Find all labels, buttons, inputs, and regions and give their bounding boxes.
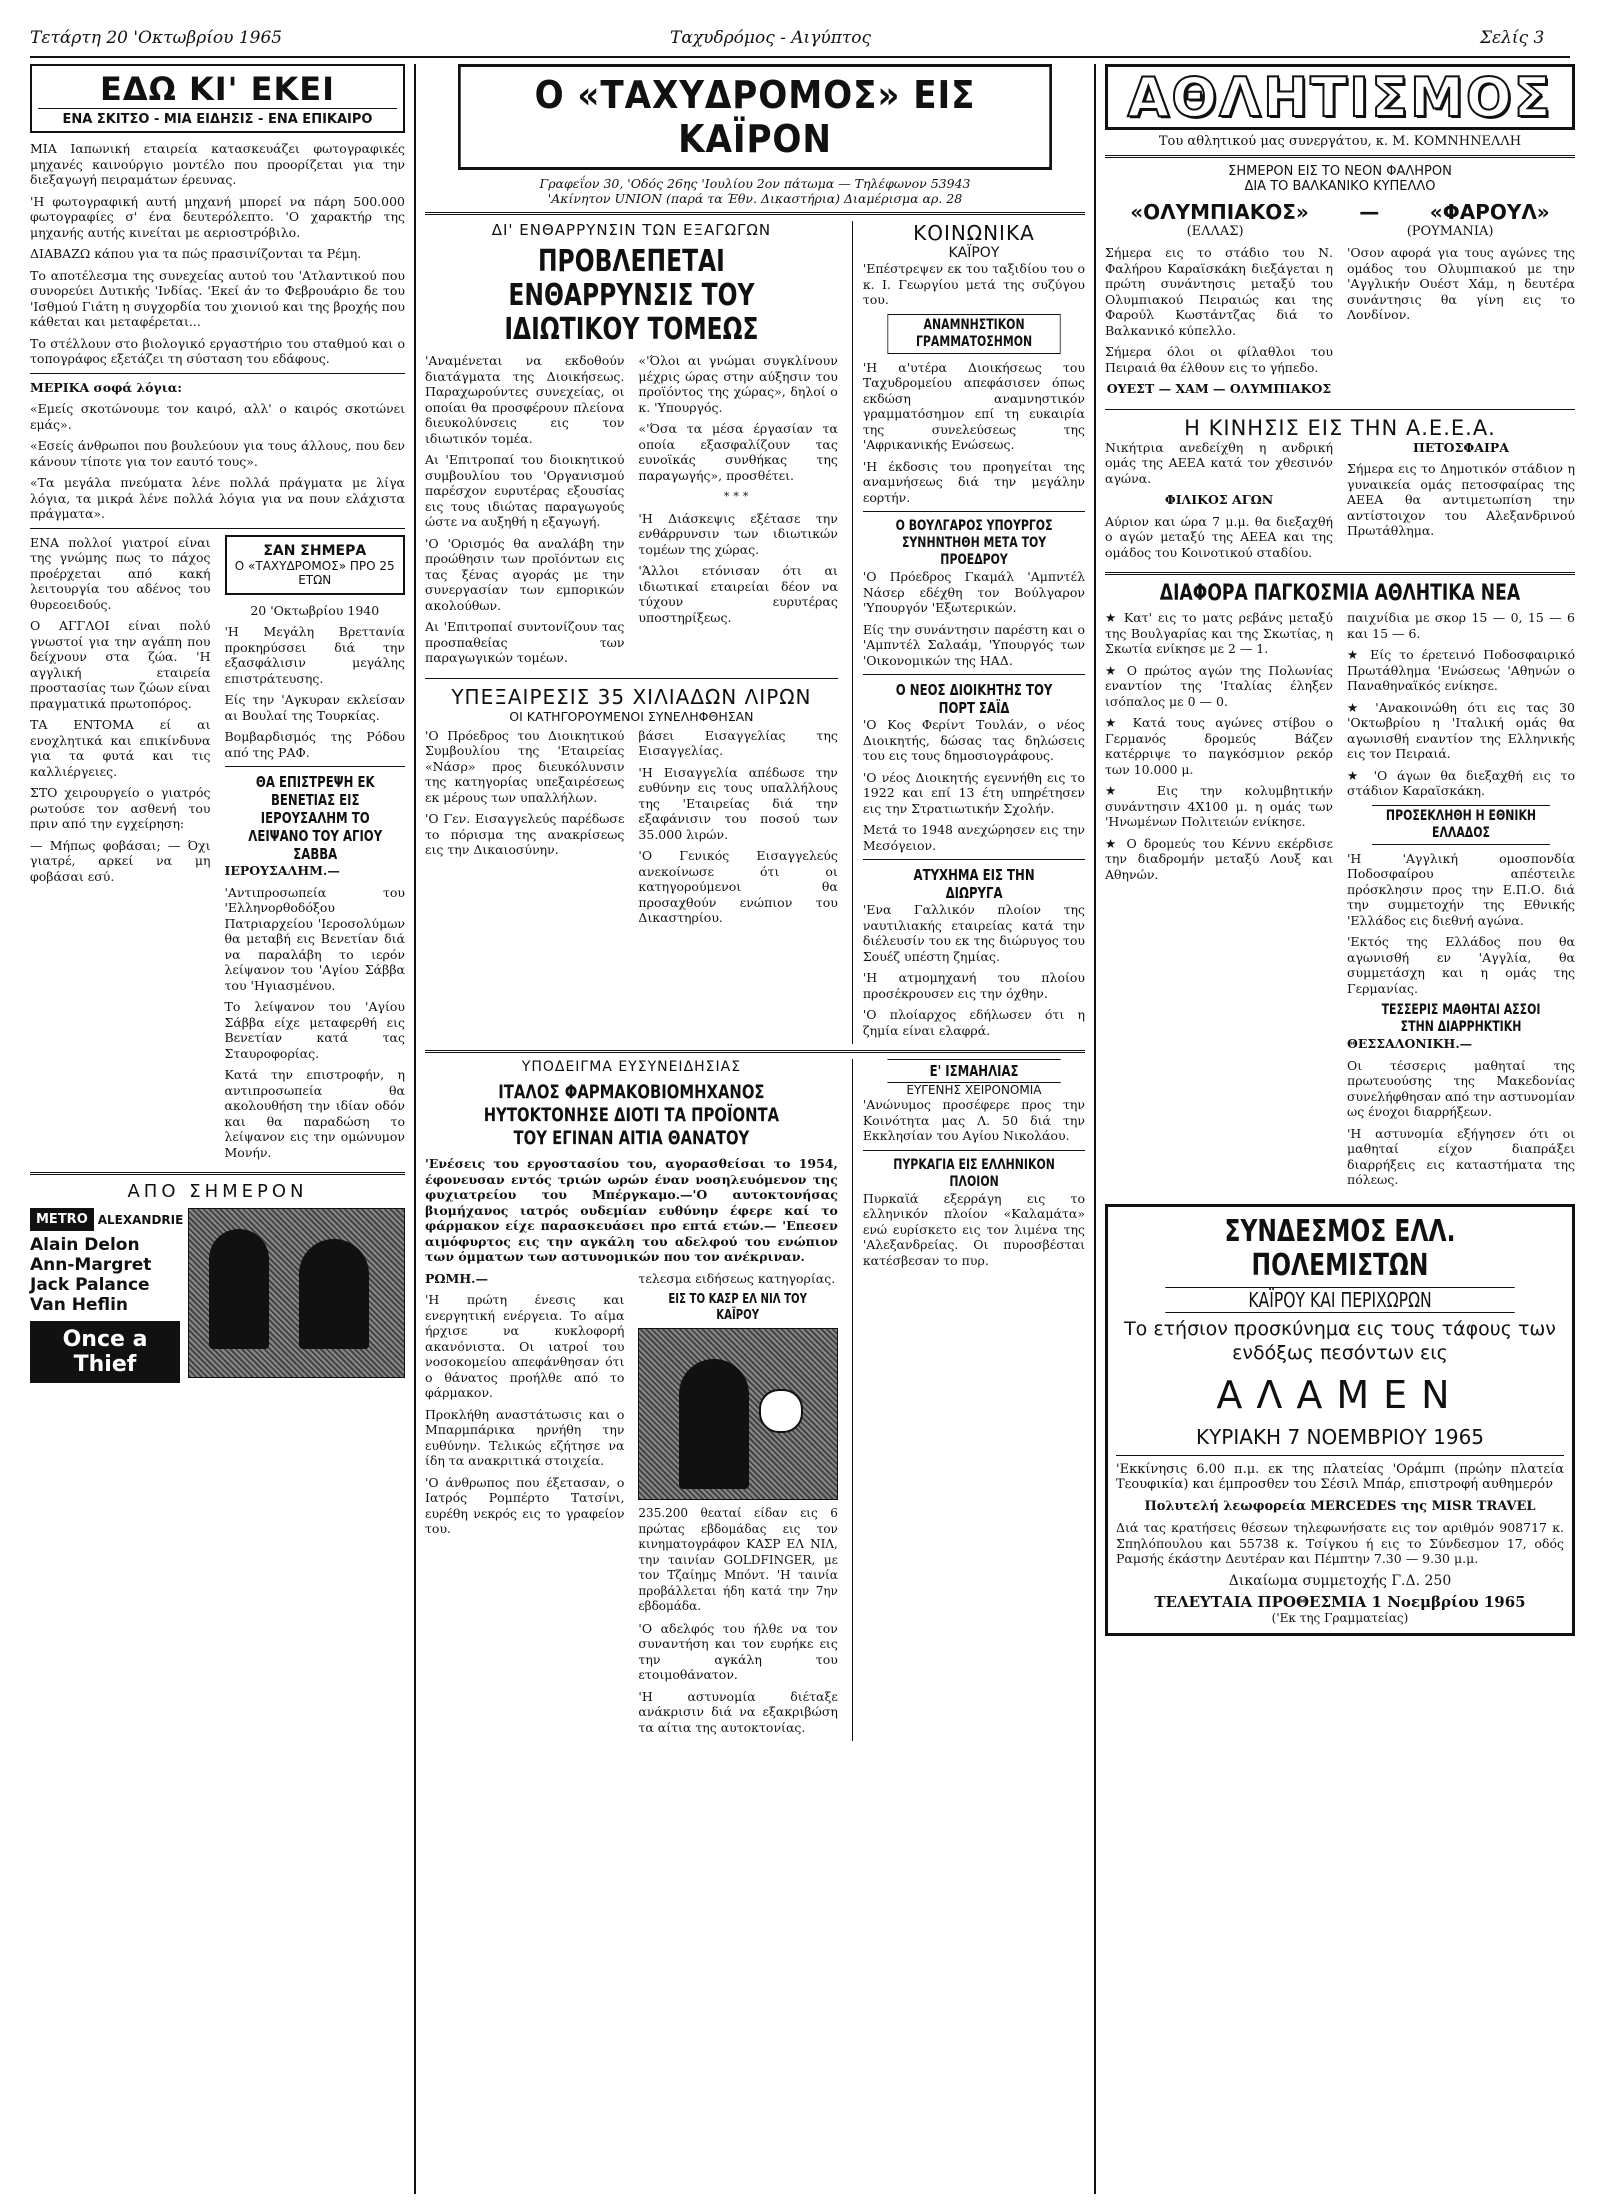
left-column	[30, 64, 405, 1378]
article-paragraph: Σήμερα εις το Δημοτικόν στάδιον η γυναικεία ομάς πετοσφαίρας της ΑΕΕΑ θα αντιμετωπίση την αντίστοιχον του Αλεξανδρινού Πρωτάθλημα.	[1347, 461, 1575, 538]
article-paragraph: ΣΤΟ χειρουργείο ο γιατρός ρωτούσε τον ασθενή του πριν από την εγχείρηση:	[30, 785, 211, 831]
divider	[863, 674, 1085, 675]
veterans-ad-text: Πολυτελή λεωφορεία MERCEDES της MISR TRAVEL	[1144, 1498, 1536, 1514]
separator-stars: ***	[723, 490, 753, 503]
article-paragraph: 'Οσον αφορά για τους αγώνες της ομάδος του Ολυμπιακού με την 'Αγγλικήν Ουέστ Χάμ, η δευτέρα συνάντησις θα γίνη εις το Λονδίνον.	[1347, 245, 1575, 322]
veterans-ad-subtitle: ΚΑΪΡΟΥ ΚΑΙ ΠΕΡΙΧΩΡΩΝ	[1165, 1287, 1514, 1313]
article-paragraph: 'Ο πλοίαρχος εδήλωσεν ότι η ζημία είναι ελαφρά.	[862, 1007, 1085, 1038]
article-paragraph: 'Ο Πρόεδρος Γκαμάλ 'Αμπντέλ Νάσερ εδέχθη τον Βούλγαρον 'Υπουργόν 'Εξωτερικών.	[862, 569, 1085, 615]
column-rule-2	[1094, 64, 1096, 2194]
aeea-body	[1105, 440, 1575, 567]
center-column	[425, 64, 1085, 1741]
cinema-ad-text	[30, 1208, 184, 1378]
film-still-image	[188, 1208, 405, 1378]
news-item: ★ Ο πρώτος αγών της Πολωνίας εναντίον της 'Ιταλίας έληξεν ισόπαλος με 0 — 0.	[1105, 662, 1333, 709]
article-paragraph: Αι 'Επιτροπαί του διοικητικού συμβουλίου του 'Οργανισμού παρέσχον ευρυτέρας εξουσίας εις τους ιδιώτας παραγωγούς ώστε να αυξηθή η εξαγωγή.	[425, 452, 625, 529]
bulgarian-headline: Ο ΒΟΥΛΓΑΡΟΣ ΥΠΟΥΡΓΟΣ ΣΥΝΗΝΤΗΘΗ ΜΕΤΑ ΤΟΥ ΠΡΟΕΔΡΟΥ	[895, 518, 1053, 568]
venice-paragraph: 'Αντιπροσωπεία του 'Ελληνορθοδόξου Πατριαρχείου 'Ιεροσολύμων θα μεταβή εις Βενετίαν διά να παραλάβη το ιερόν λείψανον του 'Αγίου Σάββα του 'Ηγιασμένου.	[224, 884, 405, 993]
article-paragraph: 'Η Εισαγγελία απέδωσε την ευθύνην εις τους υπαλλήλους της 'Εταιρείας διά την εξαφάνισιν του ποσού των 35.000 λιρών.	[638, 764, 838, 842]
article-paragraph: 'Η α'υτέρα Διοικήσεως του Ταχυδρομείου απεφάσισεν όπως εκδώση αναμνηστικόν γραμματόσημον επί τη ευκαιρία της συνελεύσεως της 'Αφρικανικής Ενώσεως.	[862, 359, 1085, 452]
san-simera-title: ΣΑΝ ΣΗΜΕΡΑ	[263, 542, 367, 559]
article-paragraph: Το στέλλουν στο βιολογικό εργαστήριο του σταθμού και ο τοπογράφος εξετάζει τη σύσταση του εδάφους.	[30, 335, 405, 366]
appeal-headline: ΠΡΟΣΕΚΛΗΘΗ Η ΕΘΝΙΚΗ ΕΛΛΑΔΟΣ	[1372, 805, 1550, 845]
social-paragraph: 'Επέστρεψεν εκ του ταξιδίου του ο κ. Ι. Γεωργίου μετά της συζύγου του.	[862, 261, 1085, 307]
venice-paragraph: Κατά την επιστροφήν, η αντιπροσωπεία θα ακολουθήση την ιδίαν οδόν και θα παραδώση το λείψανον εις την ομώνυμον Μονήν.	[224, 1067, 405, 1160]
exports-headline: ΠΡΟΒΛΕΠΕΤΑΙ ΕΝΘΑΡΡΥΝΣΙΣ ΤΟΥ ΙΔΙΩΤΙΚΟΥ ΤΟΜΕΩΣ	[504, 244, 759, 347]
kasr-headline: ΕΙΣ ΤΟ ΚΑΣΡ ΕΛ ΝΙΛ ΤΟΥ ΚΑΪΡΟΥ	[668, 1292, 808, 1323]
divider	[30, 373, 405, 374]
veterans-ad-signed: ('Εκ της Γραμματείας)	[1271, 1610, 1409, 1625]
center-side-column	[852, 221, 1085, 1044]
quote-paragraph: «Εμείς σκοτώνουμε τον καιρό, αλλ' ο καιρός σκοτώνει εμάς».	[30, 401, 405, 432]
conscience-headline: ΙΤΑΛΟΣ ΦΑΡΜΑΚΟΒΙΟΜΗΧΑΝΟΣ ΗΥΤΟΚΤΟΝΗΣΕ ΔΙΟΤΙ ΤΑ ΠΡΟΪΟΝΤΑ ΤΟΥ ΕΓΙΝΑΝ ΑΙΤΙΑ ΘΑΝΑΤΟΥ	[483, 1081, 780, 1149]
today-line: ΔΙΑ ΤΟ ΒΑΛΚΑΝΙΚΟ ΚΥΠΕΛΛΟ	[1244, 179, 1436, 194]
news-item: ★ Εις την κολυμβητικήν συνάντησιν 4Χ100 μ. η ομάς των 'Ηνωμένων Πολιτειών ενίκησε.	[1105, 783, 1333, 829]
san-simera-subtitle: Ο «ΤΑΧΥΔΡΟΜΟΣ» ΠΡΟ 25 ΕΤΩΝ	[234, 558, 395, 587]
article-paragraph: 'Άλλοι ετόνισαν ότι αι ιδιωτικαί εταιρείαι δέον να τύχουν ευρυτέρας υποστηρίξεως.	[638, 563, 838, 625]
article-paragraph: 'Ο αδελφός του ήλθε να τον συναντήση και τον ευρήκε εις την αγκάλη του ετοιμοθάνατον.	[638, 1620, 838, 1682]
film-title: Once a Thief	[30, 1321, 180, 1383]
article-paragraph: 'Ο Κος Φερίντ Τουλάν, ο νέος Διοικητής, δώσας τας δηλώσεις του εις τους δημοσιογράφους.	[862, 717, 1085, 763]
section-edo-ki-ekei	[30, 64, 405, 133]
article-paragraph: 'Ενα Γαλλικόν πλοίον της ναυτιλιακής εταιρείας κατά την διέλευσίν του εκ της διώρυγος του Σουέζ υπέστη ζημίας.	[862, 902, 1085, 964]
page-header	[30, 20, 1570, 58]
exports-story	[425, 221, 838, 1044]
divider	[1105, 572, 1575, 575]
news-item: ★ Κατά τους αγώνες στίβου ο Γερμανός δρομεύς Βάζεν κατέρριψε το παγκόσμιον ρεκόρ των 10.000 μ.	[1105, 715, 1333, 777]
article-paragraph: Αι 'Επιτροπαί συντονίζουν τας προσπαθείας των παραγωγικών τομέων.	[425, 619, 625, 665]
match-teams: «ΟΛΥΜΠΙΑΚΟΣ» — «ΦΑΡΟΥΛ»	[1130, 200, 1550, 224]
article-paragraph: 'Η πρώτη ένεσις και ενεργητική ενέργεια. Το αίμα ήρχισε να κυκλοφορή ακανόνιστα. Οι ιατροί του νοσοκομείου απεφάνθησαν ότι ο θάνατος προήλθε από το φάρμακον.	[425, 1292, 625, 1400]
divider	[863, 859, 1085, 860]
office-address-line: Γραφεΐον 30, 'Οδός 26ης 'Ιουλίου 2ον πάτωμα — Τηλέφωνον 53943	[539, 176, 971, 191]
divider	[1105, 409, 1575, 410]
venice-headline: ΘΑ ΕΠΙΣΤΡΕΨΗ ΕΚ ΒΕΝΕΤΙΑΣ ΕΙΣ ΙΕΡΟΥΣΑΛΗΜ ΤΟ ΛΕΙΨΑΝΟ ΤΟΥ ΑΓΙΟΥ ΣΑΒΒΑ	[247, 773, 382, 863]
article-paragraph: «'Όσα τα μέσα έργασίαν τα οποία εξασφαλίζουν τας ευνοϊκάς συνθήκας της παραγωγής», προσθέτει.	[638, 421, 838, 483]
social-heading: ΚΟΙΝΩΝΙΚΑ	[913, 221, 1035, 245]
article-paragraph: Οι τέσσερις μαθηταί της πρωτευούσης της Μακεδονίας συνελήφθησαν από την αστυνομίαν ως ένοχοι διαρρήξεων.	[1347, 1057, 1575, 1119]
portsaid-headline: Ο ΝΕΟΣ ΔΙΟΙΚΗΤΗΣ ΤΟΥ ΠΟΡΤ ΣΑΪΔ	[895, 681, 1053, 717]
header-page-number: Σελίς 3	[1480, 28, 1545, 48]
veterans-ad-text: Διά τας κρατήσεις θέσεων τηλεφωνήσατε εις τον αριθμόν 908717 κ. Σπηλόπουλου και 55738 κ. Τσίγκου ή εις το Σύνδεσμον 17, οδός Ραμσής έκάστην Δευτέραν και Πέμπτην 7.30 — 9.30 μ.μ.	[1116, 1520, 1564, 1566]
fire-headline: ΠΥΡΚΑΓΙΑ ΕΙΣ ΕΛΛΗΝΙΚΟΝ ΠΛΟΙΟΝ	[893, 1156, 1055, 1190]
article-paragraph: Μετά το 1948 ανεχώρησεν εις την Μεσόγειον.	[862, 822, 1085, 853]
divider	[30, 1172, 405, 1175]
divider	[30, 528, 405, 529]
article-paragraph: Σήμερα εις το στάδιο του Ν. Φαλήρου Καραϊσκάκη διεξάγεται η πρώτη συνάντησις μεταξύ του Ολυμπιακού Πειραιώς και της Φαρούλ Κωστάντζας διά το Βαλκανικό κύπελλο.	[1105, 245, 1333, 338]
venice-paragraph: Το λείψανον του 'Αγίου Σάββα είχε μεταφερθή εις Βενετίαν κατά τας Σταυροφορίας.	[224, 999, 405, 1061]
article-paragraph: βάσει Εισαγγελίας της Εισαγγελίας.	[638, 727, 838, 758]
conscience-dateline: ΡΩΜΗ.—	[425, 1270, 489, 1286]
office-address-line: 'Ακίνητον UNION (παρά τα Έθν. Δικαστήρια) Διαμέρισμα αρ. 28	[547, 191, 963, 206]
world-sports-body	[1105, 610, 1575, 1002]
article-paragraph: 'Η φωτογραφική αυτή μηχανή μπορεί να πάρη 500.000 φωτογραφίες σ' ένα δευτερόλεπτο. 'Ο χαρακτήρ της μηχανής αυτής κινείται με αεριοστρόβιλο.	[30, 193, 405, 240]
news-item: ★ 'Ανακοινώθη ότι εις τας 30 'Οκτωβρίου η 'Ιταλική ομάς θα αγωνισθή εναντίον της Ελληνικής εις τον Πειραιά.	[1347, 699, 1575, 761]
article-paragraph: Το αποτέλεσμα της συνεχείας αυτού του 'Ατλαντικού που συνορεύει Δυτικής 'Ινδίας. 'Εκεί άν το Φεβρουάριο δε του 'Ισθμού Γιάτη η συγχορδία του χιονιού και της βροχής που κάθεται και μεταφέρεται...	[30, 267, 405, 329]
san-simera-paragraph: Είς την 'Αγκυραν εκλείσαν αι Βουλαί της Τουρκίας.	[224, 692, 405, 723]
article-paragraph: τελεσμα ειδήσεως κατηγορίας.	[638, 1270, 836, 1286]
quote-paragraph: «Τα μεγάλα πνεύματα λένε πολλά πράγματα με λίγα λόγια, τα μικρά λένε πολλά λόγια για να πουν ελάχιστα πράγματα».	[30, 475, 405, 521]
divider	[425, 1050, 1085, 1053]
article-subhead: ΦΙΛΙΚΟΣ ΑΓΩΝ	[1164, 492, 1274, 507]
country-a: (ΕΛΛΑΣ)	[1186, 224, 1244, 239]
article-paragraph: Νικήτρια ανεδείχθη η ανδρική ομάς της ΑΕΕΑ κατά τον χθεσινόν αγώνα.	[1105, 439, 1333, 486]
column-rule-1	[414, 64, 416, 2194]
world-sports-headline: ΔΙΑΦΟΡΑ ΠΑΓΚΟΣΜΙΑ ΑΘΛΗΤΙΚΑ ΝΕΑ	[1159, 581, 1521, 606]
cinema-name: ALEXANDRIE	[97, 1212, 184, 1227]
veterans-ad-text: 'Εκκίνησις 6.00 π.μ. εκ της πλατείας 'Οράμπι (πρώην πλατεία Τεουφικία) και έμπροσθεν του Σέσιλ Μπάρ, επιστροφή αυθημερόν	[1116, 1461, 1564, 1492]
article-paragraph: Είς την συνάντησιν παρέστη και ο 'Αμπντέλ Σαλαάμ, 'Υπουργός των 'Οικονομικών της ΗΑΔ.	[862, 621, 1085, 668]
article-paragraph: 'Η Διάσκεψις εξέτασε την ενθάρρυνσιν των ιδιωτικών τομέων της χώρας.	[638, 510, 838, 557]
section-subtitle: ΕΝΑ ΣΚΙΤΣΟ - ΜΙΑ ΕΙΔΗΣΙΣ - ΕΝΑ ΕΠΙΚΑΙΡΟ	[38, 108, 397, 127]
divider	[1105, 155, 1575, 158]
divider	[425, 212, 1085, 215]
article-paragraph: 'Η αστυνομία διέταξε ανάκρισιν διά να εξακριβώση τα αίτια της αυτοκτονίας.	[638, 1688, 838, 1735]
center-side-lower	[852, 1059, 1085, 1741]
veterans-ad-deadline: ΤΕΛΕΥΤΑΙΑ ΠΡΟΘΕΣΜΙΑ 1 Νοεμβρίου 1965	[1154, 1592, 1526, 1611]
lire-body	[425, 728, 838, 932]
aces-headline: ΤΕΣΣΕΡΙΣ ΜΑΘΗΤΑΙ ΑΣΣΟΙ ΣΤΗΝ ΔΙΑΡΡΗΚΤΙΚΗ	[1381, 1002, 1541, 1035]
article-paragraph: Πυρκαϊά εξερράγη εις το ελληνικόν πλοίον «Καλαμάτα» ενώ ευρίσκετο εις τον λιμένα της 'Αλεξανδρείας. Οι πυροσβέσται κατέσβεσαν το πυρ.	[862, 1190, 1085, 1268]
veterans-ad	[1105, 1204, 1575, 1636]
article-paragraph: 'Ο άνθρωπος που έξετασαν, ο Ιατρός Ρομπέρτο Τατσίνι, ευρέθη νεκρός εις το γραφείον του.	[425, 1474, 625, 1536]
kasr-caption: 235.200 θεαταί είδαν εις 6 πρώτας εβδομάδας εις τον κινηματογράφον ΚΑΣΡ ΕΛ ΝΙΛ, την ταινίαν GOLDFINGER, με τον Τζαίημς Μπόντ. 'Η ταινία προβάλλεται ήδη κατά την 7ην εβδομάδα.	[638, 1506, 838, 1613]
exports-kicker: ΔΙ' ΕΝΘΑΡΡΥΝΣΙΝ ΤΩΝ ΕΞΑΓΩΓΩΝ	[491, 221, 772, 239]
divider	[425, 678, 838, 679]
center-lower-block	[425, 1059, 1085, 1741]
san-simera-paragraph: 'Η Μεγάλη Βρεττανία προκηρύσσει διά την εξασφάλισιν μεγάλης επιστράτευσης.	[224, 624, 405, 686]
news-item: ★ Κατ' εις το ματς ρεβάνς μεταξύ της Βουλγαρίας και της Σκωτίας, η Σκωτία ενίκησε με 2 — 1.	[1105, 610, 1333, 656]
article-paragraph: 'Η 'Αγγλική ομοσπονδία Ποδοσφαίρου απέστειλε πρόσκλησιν προς την Ε.Π.Ο. διά την συμμετοχήν της Εθνικής 'Ελλάδος εις διεθνή αγώνα.	[1347, 850, 1575, 928]
cast-member: Ann-Margret	[30, 1255, 152, 1275]
veterans-ad-lead: Το ετήσιον προσκύνημα εις τους τάφους των ενδόξως πεσόντων εις	[1124, 1317, 1556, 1364]
divider	[225, 766, 406, 767]
aeea-headline: Η ΚΙΝΗΣΙΣ ΕΙΣ ΤΗΝ Α.Ε.Ε.Α.	[1184, 415, 1496, 440]
section-title: ΕΔΩ ΚΙ' ΕΚΕΙ	[99, 70, 336, 108]
article-paragraph: Σήμερα όλοι οι φίλαθλοι του Πειραιά θα έλθουν εις το γήπεδο.	[1105, 344, 1333, 375]
news-item: ★ 'Ο άγων θα διεξαχθή εις το στάδιον Καραϊσκάκη.	[1347, 767, 1575, 798]
exports-body	[425, 353, 838, 672]
veterans-ad-title: ΣΥΝΔΕΣΜΟΣ ΕΛΛ. ΠΟΛΕΜΙΣΤΩΝ	[1224, 1213, 1456, 1283]
veterans-ad-fee: Δικαίωμα συμμετοχής Γ.Δ. 250	[1228, 1572, 1452, 1589]
merika-title: ΜΕΡΙΚΑ σοφά λόγια:	[30, 379, 182, 395]
divider	[863, 1150, 1085, 1151]
san-simera-paragraph: Βομβαρδισμός της Ρόδου από της ΡΑΦ.	[224, 729, 405, 760]
cinema-brand: METRO	[30, 1208, 94, 1231]
veterans-ad-place: ΑΛΑΜΕΝ	[1216, 1372, 1464, 1417]
ismailia-subheadline: ΕΥΓΕΝΗΣ ΧΕΙΡΟΝΟΜΙΑ	[906, 1083, 1042, 1097]
article-paragraph: 'Η ατμομηχανή του πλοίου προσέκρουσεν εις την όχθην.	[862, 970, 1085, 1001]
article-paragraph: Προκλήθη αναστάτωσις και ο Μπαρμπάρικα ηρνήθη την ευθύνην. Τελικώς εζήτησε να ίδη τα ανακριτικά στοιχεία.	[425, 1406, 625, 1468]
article-paragraph: ΕΝΑ πολλοί γιατροί είναι της γνώμης πως το πάχος προέρχεται από κακή λειτουργία του αδένος του θυρεοειδούς.	[30, 534, 211, 612]
article-subhead: ΠΕΤΟΣΦΑΙΡΑ	[1413, 439, 1509, 455]
venice-dateline: ΙΕΡΟΥΣΑΛΗΜ.—	[224, 863, 340, 878]
lire-subheadline: ΟΙ ΚΑΤΗΓΟΡΟΥΜΕΝΟΙ ΣΥΝΕΛΗΦΘΗΣΑΝ	[509, 708, 754, 724]
article-paragraph: 'Ανώνυμος προσέφερε προς την Κοινότητα μας Λ. 50 διά την Εκκλησίαν του Αγίου Νικολάου.	[862, 1097, 1085, 1143]
social-subheading: ΚΑΪΡΟΥ	[948, 245, 1000, 261]
accident-headline: ΑΤΥΧΗΜΑ ΕΙΣ ΤΗΝ ΔΙΩΡΥΓΑ	[913, 866, 1035, 902]
article-paragraph: — Μήπως φοβάσαι; — Όχι γιατρέ, αρκεί να μη φοβάσαι εσύ.	[30, 837, 211, 884]
center-upper-block	[425, 221, 1085, 1044]
cast-member: Van Heflin	[30, 1295, 129, 1315]
article-paragraph: Ο ΑΓΓΛΟΙ είναι πολύ γνωστοί για την αγάπη που δείχνουν στα ζώα. 'Η αγγλική εταιρεία προστασίας των ζώων είναι πραγματικά πρωτοπόρος.	[30, 618, 211, 711]
article-paragraph: 'Εκτός της Ελλάδος που θα αγωνισθή εν 'Αγγλία, θα συμμετάσχη και η ομάς της Γερμανίας.	[1347, 934, 1575, 996]
match-countries	[1105, 224, 1575, 239]
subcolumn-right	[225, 535, 406, 1167]
subcolumn-left	[30, 535, 211, 1167]
kasr-photo	[638, 1328, 837, 1500]
article-paragraph: 'Η αστυνομία εξήγησεν ότι οι μαθηταί είχον διαπράξει διαρρήξεις εις καταστήματα της πόλεως.	[1347, 1125, 1575, 1187]
cairo-masthead: Ο «ΤΑΧΥΔΡΟΜΟΣ» ΕΙΣ ΚΑΪΡΟΝ	[458, 64, 1052, 170]
veterans-ad-date: ΚΥΡΙΑΚΗ 7 ΝΟΕΜΒΡΙΟΥ 1965	[1116, 1425, 1564, 1456]
team-b: «ΦΑΡΟΥΛ»	[1429, 200, 1550, 224]
article-paragraph: 'Η έκδοσις του προηγείται της αναμνήσεως διά την μεγάλην εορτήν.	[862, 458, 1085, 505]
lire-headline: ΥΠΕΞΑΙΡΕΣΙΣ 35 ΧΙΛΙΑΔΩΝ ΛΙΡΩΝ	[451, 684, 812, 709]
conscience-kicker: ΥΠΟΔΕΙΓΜΑ ΕΥΣΥΝΕΙΔΗΣΙΑΣ	[521, 1059, 742, 1075]
article-paragraph: ΔΙΑΒΑΖΩ κάπου για τα πώς πρασινίζονται τα Ρέμη.	[30, 246, 362, 261]
news-item: παιχνίδια με σκορ 15 — 0, 15 — 6 και 15 — 6.	[1347, 610, 1575, 641]
divider	[863, 511, 1085, 512]
article-paragraph: «'Όλοι αι γνώμαι συγκλίνουν μέχρις ώρας στην αύξησιν του προϊόντος της χώρας», δηλοί ο κ. 'Υπουργός.	[638, 353, 838, 415]
aces-block	[1105, 1002, 1575, 1194]
cast-member: Jack Palance	[30, 1275, 150, 1295]
right-column	[1105, 64, 1575, 1636]
newspaper-page	[30, 20, 1600, 2200]
conscience-body	[425, 1271, 838, 1742]
news-item: ★ Είς το έρετεινό Ποδοσφαιρικό Πρωτάθλημα 'Ενώσεως 'Αθηνών ο Παναθηναϊκός ενίκησε.	[1347, 647, 1575, 693]
country-b: (ΡΟΥΜΑΝΙΑ)	[1406, 224, 1494, 239]
article-subhead: ΟΥΕΣΤ — ΧΑΜ — ΟΛΥΜΠΙΑΚΟΣ	[1106, 381, 1332, 396]
news-item: ★ Ο δρομεύς του Κέννυ εκέρδισε την διαδρομήν μεταξύ Λουξ και Αθηνών.	[1105, 835, 1333, 882]
san-simera-date: 20 'Οκτωβρίου 1940	[250, 602, 380, 618]
from-today-heading: ΑΠΟ ΣΗΜΕΡΟΝ	[127, 1181, 308, 1202]
article-paragraph: 'Ο 'Ορισμός θα αναλάβη την προώθησιν των προϊόντων εις τας ξένας αγοράς με την συνεργασίαν των εμπορικών ακολούθων.	[425, 535, 625, 613]
header-paper-name: Ταχυδρόμος - Αιγύπτος	[670, 28, 872, 48]
san-simera-box	[225, 535, 406, 595]
article-paragraph: 'Ο Γεν. Εισαγγελεύς παρέδωσε το πόρισμα της ανακρίσεως εις την Δικαιοσύνην.	[425, 811, 625, 857]
conscience-story	[425, 1059, 838, 1741]
sports-byline: Του αθλητικού μας συνεργάτου, κ. Μ. ΚΟΜΝΗΝΕΛΛΗ	[1158, 134, 1522, 149]
aces-dateline: ΘΕΣΣΑΛΟΝΙΚΗ.—	[1347, 1036, 1473, 1051]
memorial-headline: ΑΝΑΜΝΗΣΤΙΚΟΝ ΓΡΑΜΜΑΤΟΣΗΜΟΝ	[887, 314, 1060, 354]
today-line: ΣΗΜΕΡΟΝ ΕΙΣ ΤΟ ΝΕΟΝ ΦΑΛΗΡΟΝ	[1228, 164, 1452, 179]
cast-member: Alain Delon	[30, 1235, 140, 1255]
article-paragraph: 'Αναμένεται να εκδοθούν διατάγματα της Διοικήσεως. Παραχωρούντες συνεχείας, οι οποίαι θα προσφέρουν πλείονα διευκολύνσεις εις τον ιδιωτικόν τομέα.	[425, 353, 625, 446]
article-paragraph: ΤΑ ΕΝΤΟΜΑ εί αι ενοχλητικά και επικίνδυνα για τα φυτά και τις καλλιέργειες.	[30, 717, 211, 779]
sports-masthead: ΑΘΛΗΤΙΣΜΟΣ	[1105, 64, 1575, 130]
conscience-lede: 'Ενέσεις του εργοστασίου του, αγορασθείσαι το 1954, έφονευσαν εντός τριών ωρών έναν νοσηλευόμενον της φυχιατρείου του Μπέργκαμο.—'Ο αυτοκτονήσας βιομήχανος ιατρός ουδεμίαν ευθύνην έφερε καί το φάρμακον είχε παρασκευάσει προ επτά ετών.— 'Επεσεν αιμόφυρτος εις την αγκάλη του αδελφού του ενώπιον των όμματων των αστυνομικών που τον ανέκριναν.	[425, 1156, 838, 1264]
article-paragraph: 'Ο νέος Διοικητής εγεννήθη εις το 1922 και επί 13 έτη υπηρέτησεν εις την Στρατιωτικήν Σχολήν.	[862, 769, 1085, 816]
article-paragraph: 'Ο Γενικός Εισαγγελεύς ανεκοίνωσε ότι οι κατηγορούμενοι θα προσαχθούν ενώπιον του Δικαστηρίου.	[638, 848, 838, 925]
cinema-ad	[30, 1208, 405, 1378]
edo-articles-a	[30, 141, 405, 367]
article-paragraph: 'Ο Πρόεδρος του Διοικητικού Συμβουλίου της 'Εταιρείας «Νάσρ» προς διευκόλυνσιν της κατηγορίας υπεξαιρέσεως εκ μέρους των υπαλλήλων.	[425, 727, 625, 805]
article-paragraph: ΜΙΑ Ιαπωνική εταιρεία κατασκευάζει φωτογραφικές μηχανές καινούργιο μοντέλο που προορίζεται για την διεξαγωγή πειραμάτων έρευνας.	[30, 141, 405, 187]
article-paragraph: Αύριον και ώρα 7 μ.μ. θα διεξαχθή ο αγών μεταξύ της ΑΕΕΑ και της ομάδος του Κοινοτικού σταδίου.	[1105, 513, 1333, 560]
ismailia-headline: Ε' ΙΣΜΑΗΛΙΑΣ	[887, 1059, 1060, 1083]
quote-paragraph: «Εσείς άνθρωποι που βουλεύουν για τους άλλους, που δεν κάνουν τίποτε για τον εαυτό τους».	[30, 438, 405, 469]
team-a: «ΟΛΥΜΠΙΑΚΟΣ»	[1130, 200, 1309, 224]
olympiakos-body	[1105, 245, 1575, 403]
two-column-block	[30, 535, 405, 1167]
header-date: Τετάρτη 20 'Οκτωβρίου 1965	[30, 28, 283, 48]
